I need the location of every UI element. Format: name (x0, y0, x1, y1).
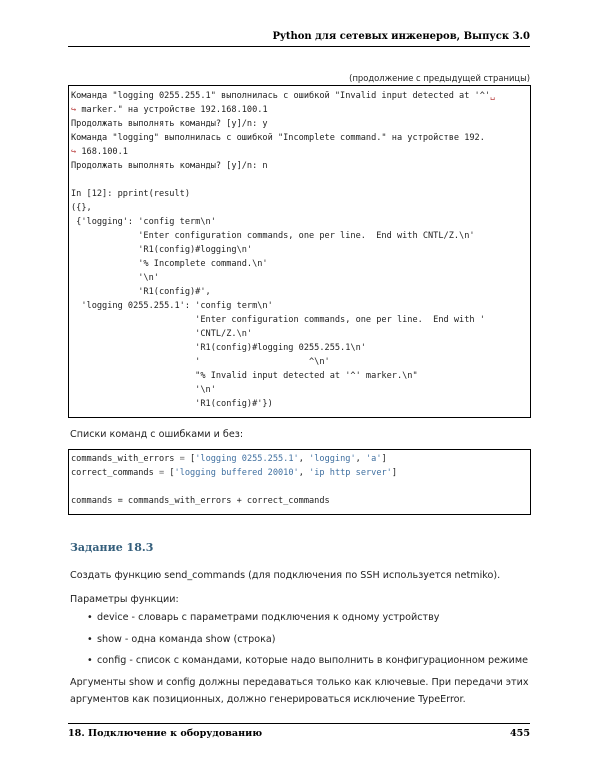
code-block-commands (68, 449, 531, 515)
continuation-note: (продолжение с предыдущей страницы) (349, 73, 530, 83)
book-title: Python для сетевых инженеров, Выпуск 3.0 (272, 31, 530, 42)
code-line (69, 173, 530, 187)
code-line: ↪ 168.100.1 (71, 147, 128, 157)
code-line: "% Invalid input detected at '^' marker.\n" (71, 371, 418, 381)
code-line: ' ^\n' (71, 357, 330, 367)
code-line: Команда "logging 0255.255.1" выполнилась с ошибкой "Invalid input detected at '^'␣ (71, 91, 496, 101)
running-header (68, 30, 530, 47)
params-label: Параметры функции: (70, 594, 179, 605)
code-line: ↪ marker." на устройстве 192.168.100.1 (71, 105, 268, 115)
bullet-icon: • (87, 612, 93, 623)
code-line: 'R1(config)#'}) (71, 399, 273, 409)
code-line: 'Enter configuration commands, one per line. End with ' (71, 315, 485, 325)
running-footer (68, 723, 530, 739)
code-line: correct_commands = ['logging buffered 20010', 'ip http server'] (71, 468, 398, 478)
task-note: Аргументы show и config должны передаваться только как ключевые. При передачи этих аргументов как позиционных, должно генерироваться исключение TypeError. (70, 677, 529, 705)
page-number: 455 (509, 728, 530, 739)
code-line: 'R1(config)#logging\n' (71, 245, 253, 255)
code-line: '\n' (71, 273, 159, 283)
bullet-icon: • (87, 634, 93, 645)
continuation-arrow-icon: ↪ (71, 147, 77, 157)
code-line: Команда "logging" выполнилась с ошибкой "Incomplete command." на устройстве 192. (71, 133, 485, 143)
lists-label: Списки команд с ошибками и без: (70, 429, 244, 440)
code-line: 'Enter configuration commands, one per line. End with CNTL/Z.\n' (71, 231, 475, 241)
bullet-icon: • (87, 655, 93, 666)
code-block-output (68, 85, 531, 418)
code-line: 'R1(config)#logging 0255.255.1\n' (71, 343, 366, 353)
code-line: Продолжать выполнять команды? [y]/n: y (71, 119, 268, 129)
code-line: commands_with_errors = ['logging 0255.255.1', 'logging', 'a'] (71, 454, 387, 464)
code-line: commands = commands_with_errors + correct_commands (71, 496, 330, 506)
continuation-arrow-icon: ↪ (71, 105, 77, 115)
code-line: ({}, (71, 203, 92, 213)
code-line: {'logging': 'config term\n' (71, 217, 216, 227)
code-line: '\n' (71, 385, 216, 395)
code-line: 'R1(config)#', (71, 287, 211, 297)
code-line: 'logging 0255.255.1': 'config term\n' (71, 301, 273, 311)
code-line (69, 480, 530, 494)
code-line: 'CNTL/Z.\n' (71, 329, 253, 339)
task-intro: Создать функцию send_commands (для подключения по SSH используется netmiko). (70, 570, 501, 581)
code-line: '% Incomplete command.\n' (71, 259, 268, 269)
task-heading: Задание 18.3 (70, 541, 154, 554)
code-line: In [12]: pprint(result) (71, 189, 190, 199)
chapter-title: 18. Подключение к оборудованию (68, 728, 263, 739)
code-line: Продолжать выполнять команды? [y]/n: n (71, 161, 268, 171)
